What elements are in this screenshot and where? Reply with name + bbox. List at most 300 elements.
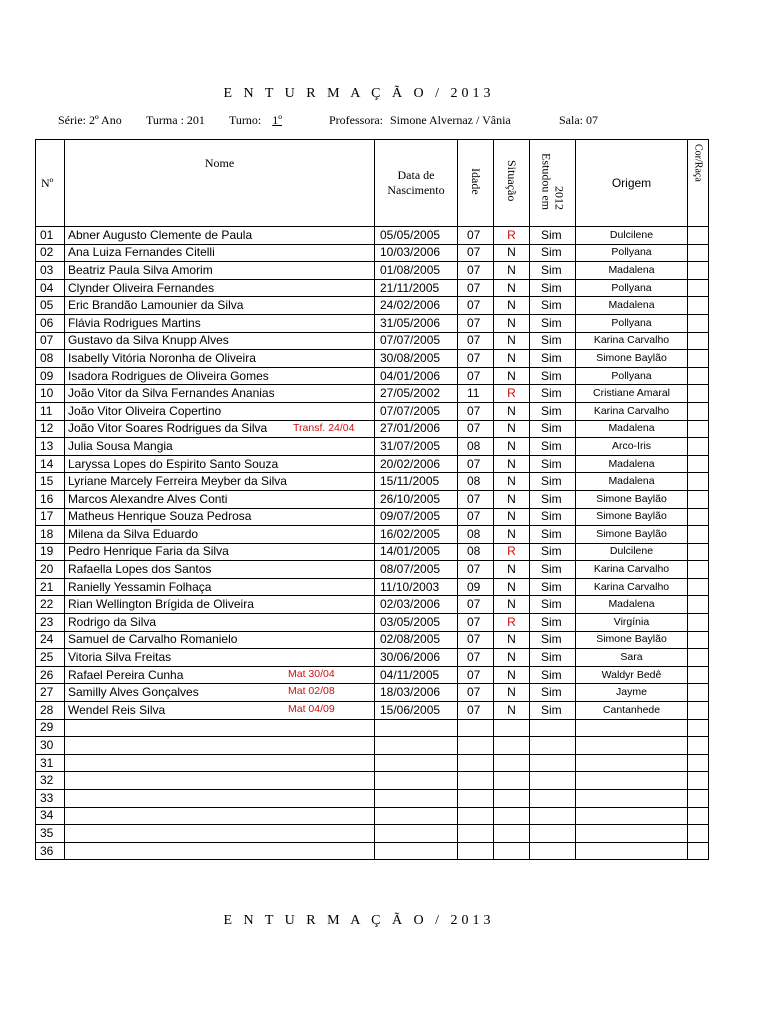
col-header-idade — [458, 140, 494, 227]
student-age-text: 07 — [467, 262, 481, 277]
col-header-situacao — [494, 140, 530, 227]
student-age — [458, 526, 494, 544]
student-origin — [576, 438, 688, 456]
student-name — [65, 790, 375, 808]
student-situation — [494, 314, 530, 332]
birth-date — [375, 807, 458, 825]
student-situation-text: N — [507, 509, 516, 524]
student-name-text: Wendel Reis Silva — [68, 702, 166, 717]
studied-2012 — [530, 438, 576, 456]
birth-date-text: 18/03/2006 — [380, 685, 441, 700]
student-situation — [494, 367, 530, 385]
student-name-text: Beatriz Paula Silva Amorim — [68, 262, 213, 277]
studied-2012-text: Sim — [541, 438, 562, 453]
student-situation — [494, 825, 530, 843]
student-number — [36, 297, 65, 315]
student-origin — [576, 526, 688, 544]
idade-header-text: Idade — [469, 167, 483, 195]
studied-2012-text: Sim — [541, 350, 562, 365]
student-name — [65, 262, 375, 280]
student-situation-text: R — [507, 386, 516, 401]
studied-2012 — [530, 526, 576, 544]
student-age — [458, 279, 494, 297]
birth-date — [375, 385, 458, 403]
student-number-text: 16 — [40, 491, 54, 506]
student-origin-text: Arco-Iris — [611, 439, 652, 452]
student-age — [458, 631, 494, 649]
studied-2012 — [530, 262, 576, 280]
studied-2012 — [530, 596, 576, 614]
birth-date — [375, 490, 458, 508]
student-origin-text: Dulcilene — [609, 228, 654, 241]
student-name — [65, 473, 375, 491]
cor-raca-cell — [688, 244, 709, 262]
studied-2012-text: Sim — [541, 597, 562, 612]
birth-date-text: 31/05/2006 — [380, 315, 441, 330]
studied-2012 — [530, 807, 576, 825]
birth-date-text: 31/07/2005 — [380, 438, 441, 453]
serie-field — [58, 113, 122, 128]
studied-2012 — [530, 614, 576, 632]
student-origin-text: Cantanhede — [602, 703, 661, 716]
student-name-text: Pedro Henrique Faria da Silva — [68, 544, 229, 559]
birth-date-text: 27/01/2006 — [380, 421, 441, 436]
student-age — [458, 385, 494, 403]
student-name — [65, 649, 375, 667]
student-number — [36, 614, 65, 632]
student-name-text: Matheus Henrique Souza Pedrosa — [68, 509, 252, 524]
student-name — [65, 702, 375, 720]
student-number-text: 21 — [40, 579, 54, 594]
student-age — [458, 561, 494, 579]
birth-date — [375, 631, 458, 649]
table-row — [36, 649, 709, 667]
table-row — [36, 367, 709, 385]
birth-date — [375, 754, 458, 772]
student-age — [458, 420, 494, 438]
student-age — [458, 807, 494, 825]
birth-date-text: 30/06/2006 — [380, 650, 441, 665]
student-name — [65, 455, 375, 473]
studied-2012-text: Sim — [541, 280, 562, 295]
studied-2012-text: Sim — [541, 298, 562, 313]
student-number — [36, 719, 65, 737]
birth-date — [375, 526, 458, 544]
cor-raca-cell — [688, 561, 709, 579]
studied-2012-text: Sim — [541, 333, 562, 348]
student-situation — [494, 702, 530, 720]
birth-date-text: 05/05/2005 — [380, 227, 441, 242]
col-header-cor-raca — [688, 140, 709, 227]
birth-date-text: 16/02/2005 — [380, 526, 441, 541]
student-number — [36, 754, 65, 772]
student-situation-text: N — [507, 456, 516, 471]
birth-date — [375, 279, 458, 297]
student-number — [36, 772, 65, 790]
student-age-text: 07 — [467, 350, 481, 365]
student-age-text: 07 — [467, 491, 481, 506]
student-origin — [576, 807, 688, 825]
serie-label: Série: — [58, 113, 86, 127]
student-origin — [576, 772, 688, 790]
birth-date-text: 14/01/2005 — [380, 544, 441, 559]
cor-raca-cell — [688, 772, 709, 790]
student-number — [36, 508, 65, 526]
student-age — [458, 490, 494, 508]
student-age-text: 07 — [467, 403, 481, 418]
studied-2012 — [530, 279, 576, 297]
table-row — [36, 332, 709, 350]
student-name — [65, 842, 375, 860]
student-situation — [494, 649, 530, 667]
studied-2012 — [530, 754, 576, 772]
student-situation — [494, 596, 530, 614]
table-row — [36, 578, 709, 596]
birth-date — [375, 297, 458, 315]
studied-2012 — [530, 737, 576, 755]
student-origin-text: Simone Baylão — [596, 633, 667, 646]
student-situation — [494, 402, 530, 420]
student-origin-text: Pollyana — [611, 369, 652, 382]
student-name-text: Gustavo da Silva Knupp Alves — [68, 333, 229, 348]
student-name-text: Eric Brandão Lamounier da Silva — [68, 298, 244, 313]
student-name — [65, 807, 375, 825]
student-situation-text: N — [507, 685, 516, 700]
birth-date-text: 11/10/2003 — [380, 579, 440, 594]
student-age-text: 07 — [467, 333, 481, 348]
table-row — [36, 385, 709, 403]
birth-date — [375, 402, 458, 420]
student-name — [65, 438, 375, 456]
student-situation — [494, 543, 530, 561]
student-number-text: 24 — [40, 632, 54, 647]
birth-date — [375, 790, 458, 808]
student-name — [65, 737, 375, 755]
student-situation — [494, 684, 530, 702]
studied-2012 — [530, 314, 576, 332]
student-name — [65, 508, 375, 526]
student-number-text: 10 — [40, 386, 54, 401]
student-age-text: 08 — [467, 438, 481, 453]
table-row — [36, 473, 709, 491]
student-age — [458, 473, 494, 491]
student-situation — [494, 438, 530, 456]
student-origin-text: Simone Baylão — [596, 510, 667, 523]
student-age — [458, 402, 494, 420]
student-age-text: 08 — [467, 526, 481, 541]
student-situation — [494, 631, 530, 649]
birth-date — [375, 649, 458, 667]
student-age — [458, 297, 494, 315]
student-origin — [576, 490, 688, 508]
student-origin — [576, 385, 688, 403]
birth-date — [375, 842, 458, 860]
student-situation-text: N — [507, 562, 516, 577]
estudou-header-line2: 2012 — [552, 186, 567, 210]
professora-field — [329, 113, 511, 128]
student-number-text: 33 — [40, 790, 54, 805]
studied-2012-text: Sim — [541, 474, 562, 489]
cor-raca-cell — [688, 314, 709, 332]
table-row — [36, 297, 709, 315]
student-number — [36, 314, 65, 332]
birth-date-text: 04/01/2006 — [380, 368, 441, 383]
studied-2012 — [530, 684, 576, 702]
cor-raca-cell — [688, 666, 709, 684]
birth-date — [375, 420, 458, 438]
student-number — [36, 402, 65, 420]
student-name-text: Abner Augusto Clemente de Paula — [68, 227, 253, 242]
student-origin-text: Karina Carvalho — [593, 404, 670, 417]
enrollment-note: Transf. 24/04 — [293, 421, 355, 434]
student-number-text: 27 — [40, 685, 54, 700]
birth-date — [375, 772, 458, 790]
student-situation-text: N — [507, 280, 516, 295]
student-situation-text: R — [507, 227, 516, 242]
table-row — [36, 508, 709, 526]
cor-raca-cell — [688, 297, 709, 315]
birth-date-text: 09/07/2005 — [380, 509, 441, 524]
table-row — [36, 314, 709, 332]
studied-2012-text: Sim — [541, 614, 562, 629]
birth-date — [375, 367, 458, 385]
studied-2012-text: Sim — [541, 491, 562, 506]
studied-2012-text: Sim — [541, 403, 562, 418]
student-situation — [494, 561, 530, 579]
studied-2012 — [530, 561, 576, 579]
student-origin — [576, 314, 688, 332]
cor-raca-cell — [688, 719, 709, 737]
student-origin — [576, 614, 688, 632]
student-origin-text: Virgínia — [613, 615, 650, 628]
student-name — [65, 719, 375, 737]
student-origin-text: Jayme — [616, 686, 647, 699]
studied-2012-text: Sim — [541, 227, 562, 242]
student-name-text: João Vitor da Silva Fernandes Ananias — [68, 386, 275, 401]
student-number-text: 32 — [40, 773, 54, 788]
student-number-text: 29 — [40, 720, 54, 735]
student-origin-text: Karina Carvalho — [593, 580, 670, 593]
student-origin-text: Madalena — [608, 299, 655, 312]
student-number-text: 17 — [40, 509, 54, 524]
student-number-text: 18 — [40, 526, 54, 541]
student-number — [36, 350, 65, 368]
student-name-text: Samuel de Carvalho Romanielo — [68, 632, 238, 647]
student-number-text: 30 — [40, 738, 54, 753]
data-header-line2: Nascimento — [387, 183, 445, 197]
student-number — [36, 578, 65, 596]
studied-2012 — [530, 244, 576, 262]
student-number — [36, 702, 65, 720]
birth-date — [375, 314, 458, 332]
student-age — [458, 227, 494, 245]
student-age — [458, 614, 494, 632]
birth-date — [375, 596, 458, 614]
student-origin-text: Madalena — [608, 263, 655, 276]
student-origin-text: Madalena — [608, 422, 655, 435]
student-age — [458, 262, 494, 280]
table-row — [36, 631, 709, 649]
birth-date — [375, 737, 458, 755]
student-name-text: Rian Wellington Brígida de Oliveira — [68, 597, 254, 612]
student-origin — [576, 596, 688, 614]
table-row — [36, 561, 709, 579]
student-number — [36, 438, 65, 456]
student-name — [65, 578, 375, 596]
student-number-text: 06 — [40, 315, 54, 330]
student-situation-text: N — [507, 632, 516, 647]
student-number-text: 13 — [40, 438, 54, 453]
birth-date-text: 30/08/2005 — [380, 350, 441, 365]
student-name-text: Rodrigo da Silva — [68, 614, 157, 629]
student-situation — [494, 244, 530, 262]
student-origin — [576, 227, 688, 245]
student-name — [65, 772, 375, 790]
student-number — [36, 279, 65, 297]
table-row — [36, 596, 709, 614]
birth-date-text: 15/06/2005 — [380, 702, 441, 717]
table-row — [36, 438, 709, 456]
table-row — [36, 790, 709, 808]
student-origin — [576, 649, 688, 667]
student-age — [458, 666, 494, 684]
student-age-text: 07 — [467, 456, 481, 471]
studied-2012 — [530, 350, 576, 368]
student-situation-text: N — [507, 526, 516, 541]
student-number — [36, 473, 65, 491]
enrollment-note: Mat 30/04 — [288, 667, 335, 680]
cor-raca-cell — [688, 578, 709, 596]
student-age-text: 07 — [467, 562, 481, 577]
student-number-text: 25 — [40, 650, 54, 665]
birth-date — [375, 508, 458, 526]
student-origin — [576, 790, 688, 808]
student-name-text: Ranielly Yessamin Folhaça — [68, 579, 212, 594]
studied-2012 — [530, 772, 576, 790]
studied-2012-text: Sim — [541, 509, 562, 524]
student-number-text: 23 — [40, 614, 54, 629]
studied-2012-text: Sim — [541, 667, 562, 682]
student-origin — [576, 297, 688, 315]
student-name-text: João Vitor Oliveira Copertino — [68, 403, 222, 418]
student-situation-text: N — [507, 491, 516, 506]
student-origin — [576, 473, 688, 491]
student-age — [458, 508, 494, 526]
birth-date-text: 04/11/2005 — [380, 667, 440, 682]
student-origin — [576, 350, 688, 368]
student-number — [36, 825, 65, 843]
student-age-text: 07 — [467, 298, 481, 313]
studied-2012-text: Sim — [541, 368, 562, 383]
table-row — [36, 402, 709, 420]
student-name — [65, 385, 375, 403]
student-name-text: Julia Sousa Mangia — [68, 438, 173, 453]
student-origin — [576, 279, 688, 297]
cor-raca-cell — [688, 350, 709, 368]
studied-2012-text: Sim — [541, 386, 562, 401]
student-situation-text: N — [507, 597, 516, 612]
student-number — [36, 631, 65, 649]
student-number-text: 12 — [40, 421, 54, 436]
birth-date — [375, 702, 458, 720]
turno-label: Turno: — [229, 113, 262, 127]
student-origin — [576, 367, 688, 385]
student-situation-text: N — [507, 438, 516, 453]
col-header-num: Nº — [36, 140, 65, 227]
student-name-text: Flávia Rodrigues Martins — [68, 315, 201, 330]
birth-date — [375, 666, 458, 684]
student-age-text: 07 — [467, 368, 481, 383]
student-name-text: Isabelly Vitória Noronha de Oliveira — [68, 350, 256, 365]
student-number — [36, 490, 65, 508]
birth-date — [375, 473, 458, 491]
cor-raca-cell — [688, 438, 709, 456]
student-age-text: 07 — [467, 650, 481, 665]
studied-2012 — [530, 543, 576, 561]
studied-2012 — [530, 473, 576, 491]
student-name — [65, 666, 375, 684]
studied-2012 — [530, 578, 576, 596]
studied-2012 — [530, 402, 576, 420]
student-number-text: 31 — [40, 755, 54, 770]
student-number-text: 02 — [40, 245, 54, 260]
studied-2012 — [530, 666, 576, 684]
roster-table — [35, 139, 709, 860]
student-age — [458, 314, 494, 332]
studied-2012-text: Sim — [541, 262, 562, 277]
student-age — [458, 332, 494, 350]
student-origin — [576, 244, 688, 262]
student-number-text: 14 — [40, 456, 54, 471]
student-number — [36, 385, 65, 403]
student-name-text: Rafael Pereira Cunha — [68, 667, 184, 682]
roster-body — [36, 227, 709, 860]
student-number — [36, 332, 65, 350]
col-header-origem: Origem — [576, 140, 688, 227]
student-situation — [494, 807, 530, 825]
student-origin-text: Madalena — [608, 475, 655, 488]
student-situation-text: N — [507, 667, 516, 682]
student-name-text: Samilly Alves Gonçalves — [68, 685, 199, 700]
student-number-text: 05 — [40, 298, 54, 313]
student-situation-text: N — [507, 650, 516, 665]
birth-date — [375, 332, 458, 350]
student-origin — [576, 631, 688, 649]
enrollment-note: Mat 02/08 — [288, 685, 335, 698]
student-origin-text: Simone Baylão — [596, 351, 667, 364]
table-row — [36, 719, 709, 737]
birth-date-text: 07/07/2005 — [380, 403, 441, 418]
student-situation-text: N — [507, 245, 516, 260]
student-origin — [576, 508, 688, 526]
student-name — [65, 614, 375, 632]
student-origin — [576, 825, 688, 843]
table-row — [36, 842, 709, 860]
sala-label: Sala: — [559, 113, 583, 127]
student-name-text: Milena da Silva Eduardo — [68, 526, 199, 541]
cor-raca-cell — [688, 227, 709, 245]
birth-date-text: 15/11/2005 — [380, 474, 440, 489]
studied-2012-text: Sim — [541, 702, 562, 717]
studied-2012-text: Sim — [541, 562, 562, 577]
studied-2012-text: Sim — [541, 650, 562, 665]
birth-date — [375, 244, 458, 262]
student-age-text: 07 — [467, 614, 481, 629]
student-number-text: 28 — [40, 702, 54, 717]
student-number — [36, 790, 65, 808]
student-number-text: 01 — [40, 227, 54, 242]
birth-date-text: 21/11/2005 — [380, 280, 440, 295]
